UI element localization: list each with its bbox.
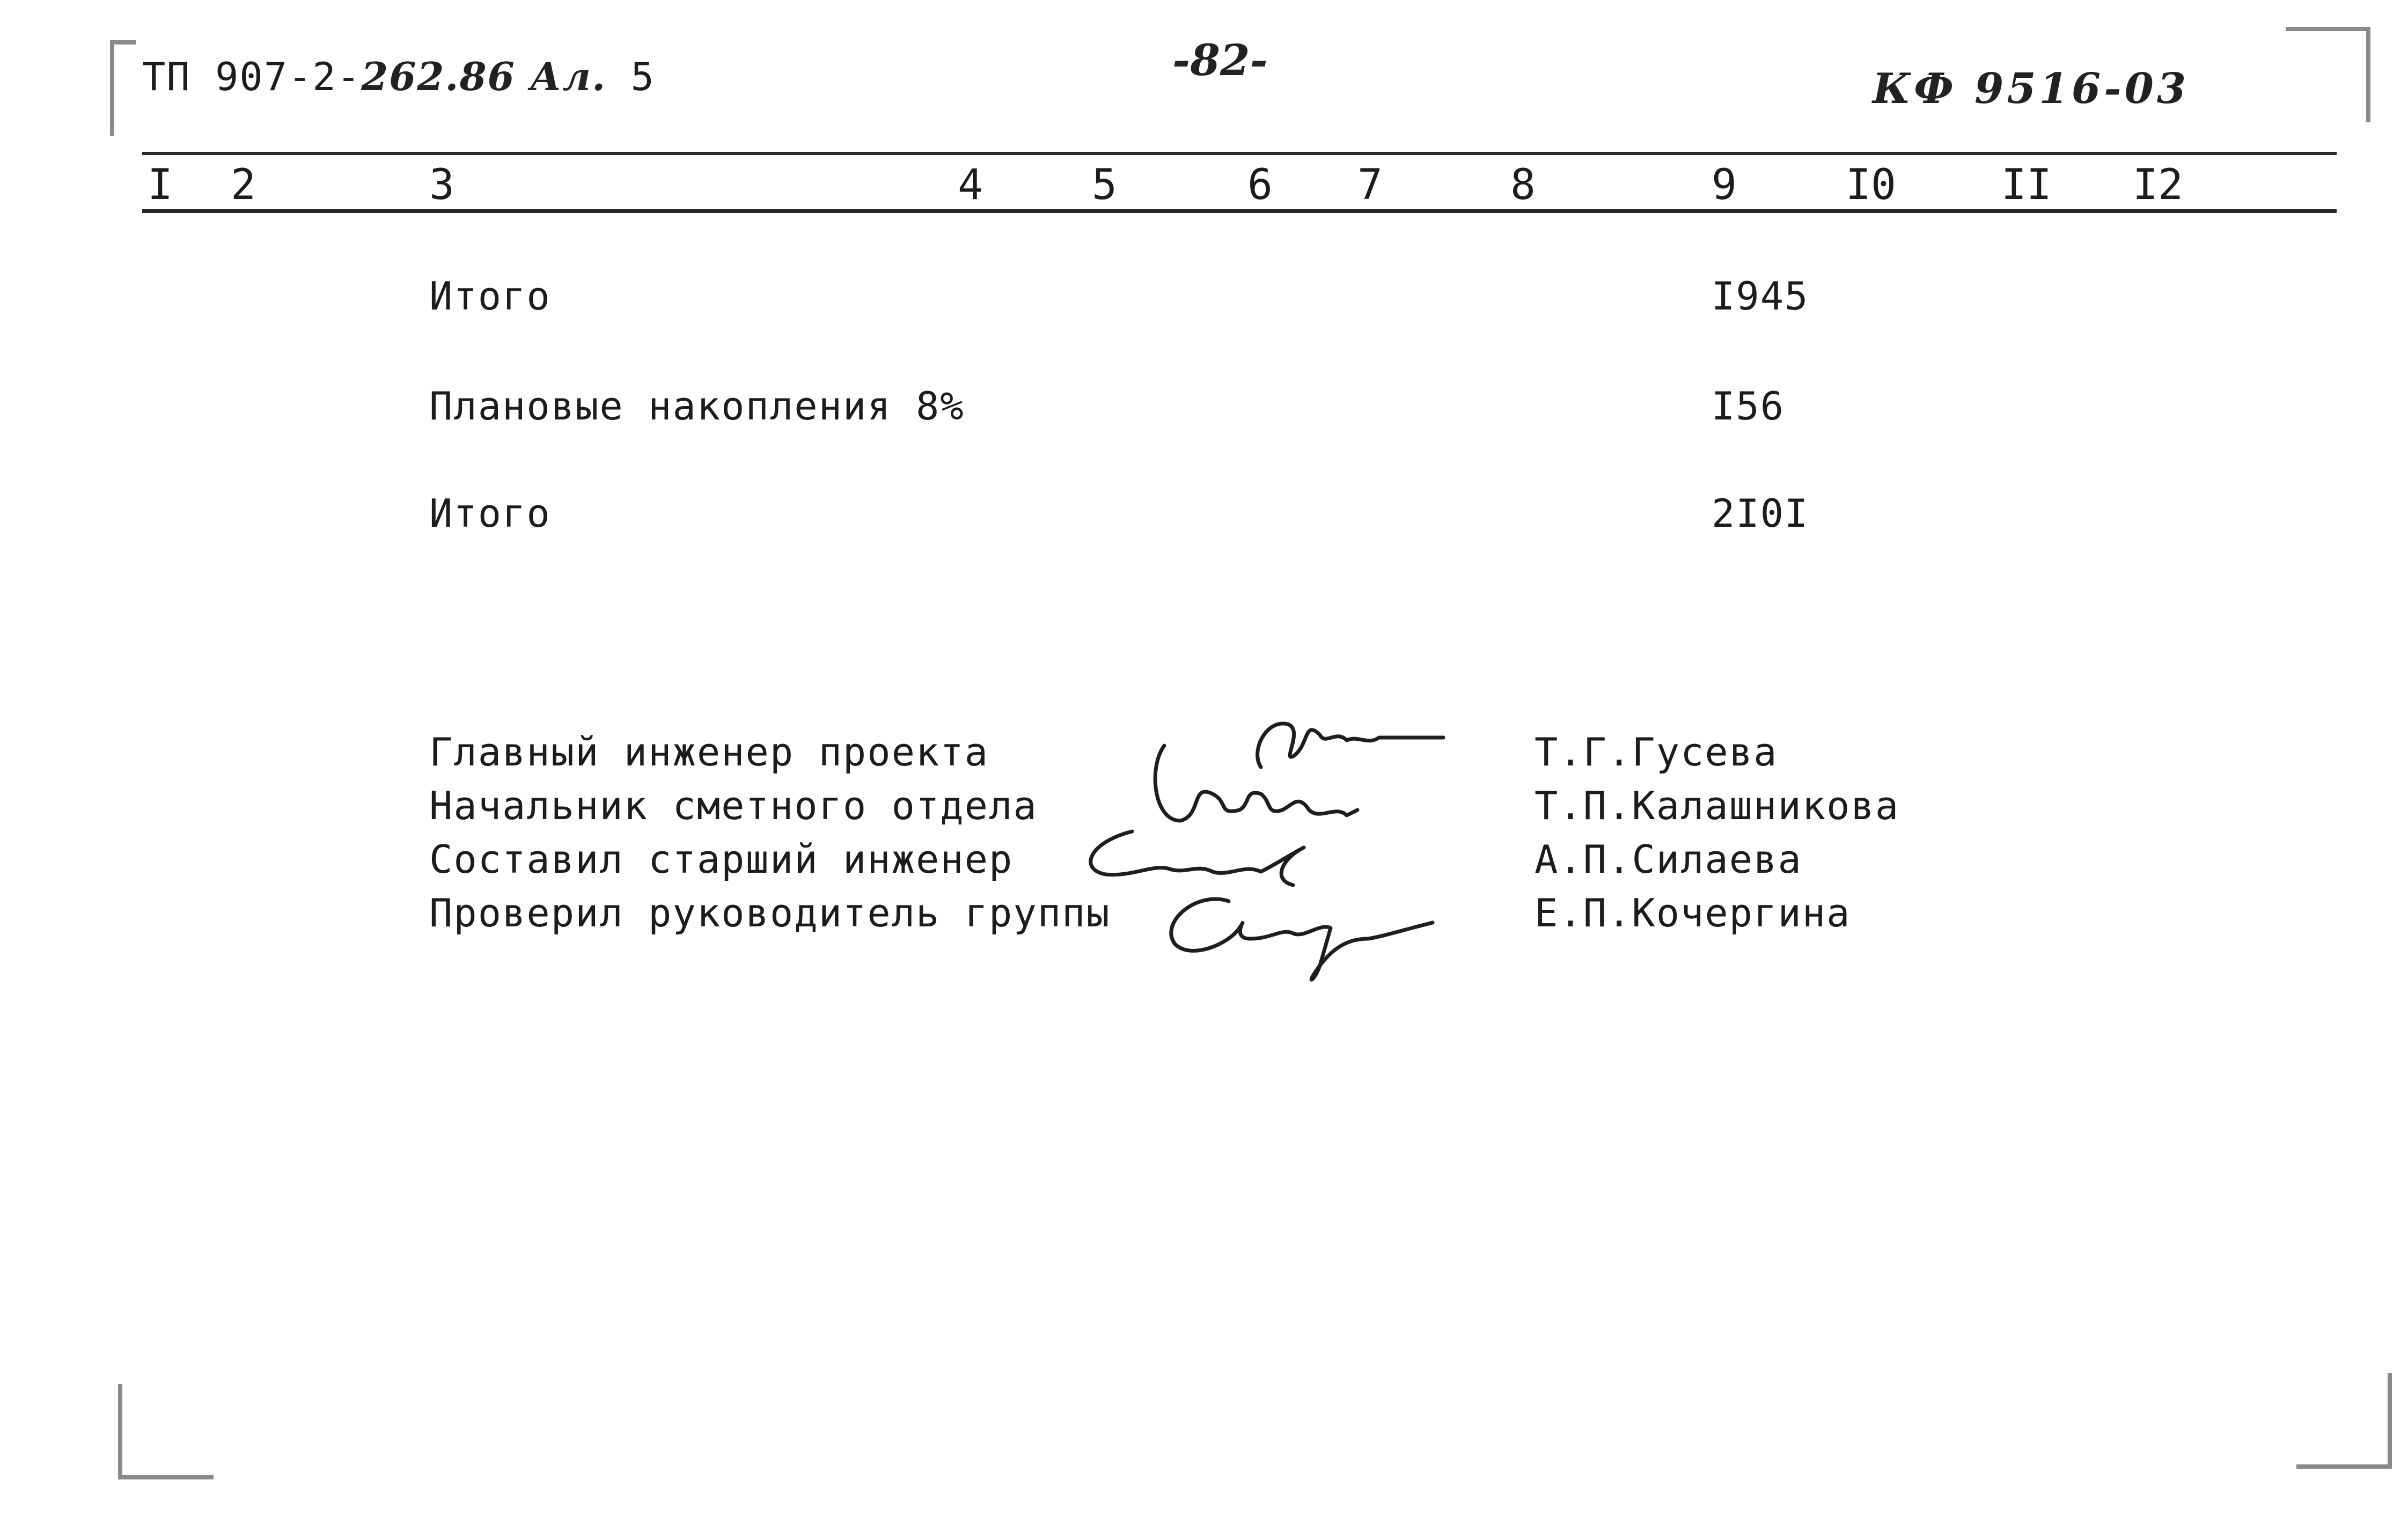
row-label-total: Итого [429, 491, 551, 536]
document-code-handwritten: 262.86 Ал. [361, 54, 607, 99]
signature-mark-3 [1091, 831, 1304, 885]
page-number: -82- [1172, 35, 1268, 85]
row-value-subtotal: I945 [1712, 274, 1809, 319]
signature-mark-1 [1258, 724, 1443, 767]
row-label-planned-savings: Плановые накопления 8% [429, 384, 965, 429]
corner-mark-bottom-left [118, 1384, 214, 1479]
row-value-planned-savings: I56 [1712, 384, 1785, 429]
signature-position-estimates-head: Начальник сметного отдела [429, 783, 1038, 828]
column-number-11: II [2001, 161, 2052, 209]
column-number-3: 3 [429, 161, 454, 209]
signature-position-chief-engineer: Главный инженер проекта [429, 730, 989, 775]
table-top-rule [142, 152, 2337, 155]
column-number-4: 4 [958, 161, 983, 209]
corner-mark-top-right [2286, 27, 2370, 122]
handwritten-signatures [1068, 687, 1475, 1008]
column-number-2: 2 [231, 161, 256, 209]
column-number-6: 6 [1247, 161, 1273, 209]
signature-name-silaeva: А.П.Силаева [1535, 837, 1802, 882]
table-header-rule [142, 209, 2337, 213]
column-number-7: 7 [1357, 161, 1383, 209]
corner-mark-bottom-right [2296, 1373, 2392, 1469]
column-number-5: 5 [1092, 161, 1117, 209]
column-number-10: I0 [1846, 161, 1896, 209]
row-label-subtotal: Итого [429, 274, 551, 319]
column-number-9: 9 [1712, 161, 1737, 209]
signature-name-kalashnikova: Т.П.Калашникова [1535, 783, 1900, 828]
archive-code: КФ 9516-03 [1873, 64, 2190, 113]
document-code-suffix: 5 [606, 54, 655, 99]
document-code [142, 54, 655, 99]
row-value-total: 2I0I [1712, 491, 1809, 536]
signature-name-kochergina: Е.П.Кочергина [1535, 890, 1851, 936]
signature-position-group-leader: Проверил руководитель группы [429, 890, 1111, 936]
signature-name-guseva: Т.Г.Гусева [1535, 730, 1778, 775]
signature-mark-4 [1171, 899, 1433, 979]
column-number-12: I2 [2133, 161, 2183, 209]
signature-position-senior-engineer: Составил старший инженер [429, 837, 1014, 882]
column-number-8: 8 [1510, 161, 1536, 209]
column-number-1: I [148, 161, 173, 209]
corner-mark-top-left [110, 40, 136, 136]
document-code-prefix: ТП 907-2- [142, 54, 362, 99]
